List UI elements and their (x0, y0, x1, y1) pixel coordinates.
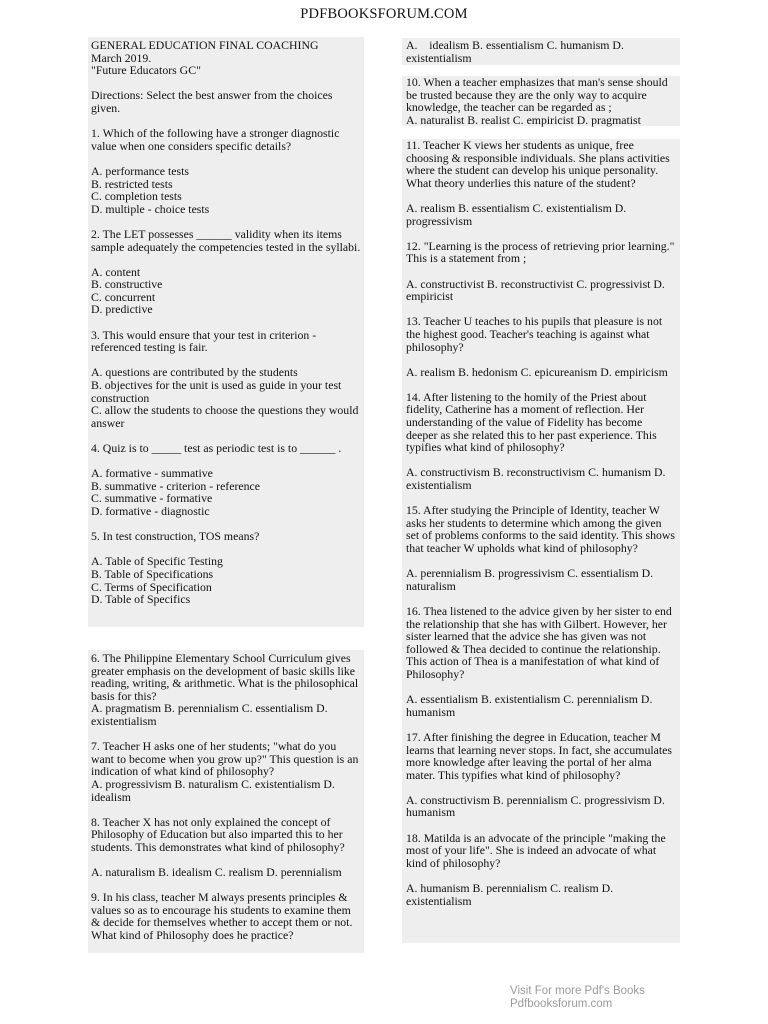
site-header: PDFBOOKSFORUM.COM (300, 6, 468, 22)
choices-13: A. realism B. hedonism C. epicureanism D. empiricism (406, 364, 668, 379)
choices-15: A. perennialism B. progressivism C. essentialism D. naturalism (406, 566, 654, 593)
question-10-block (402, 76, 680, 126)
question-10: 10. When a teacher emphasizes that man's sense should be trusted because they are the only way to acquire knowledge, the teacher can be regarded as ; A. naturalist B. realist C. empiricist D. pragmatist (406, 75, 668, 127)
choices-3: A. questions are contributed by the students B. objectives for the unit is used as guide in your test construction C. allow the students to choose the questions they would answer (91, 365, 359, 430)
question-11: 11. Teacher K views her students as unique, free choosing & responsible individuals. She plans activities where the student can develop his unique personality. What theory underlies this nature of the student? (406, 138, 670, 190)
left-column-top (88, 37, 364, 627)
left-column-bottom (88, 650, 364, 953)
doc-title: GENERAL EDUCATION FINAL COACHING March 2019. "Future Educators GC" (91, 38, 319, 78)
choices-4: A. formative - summative B. summative - criterion - reference C. summative - formative D. formative - diagnostic (91, 466, 261, 518)
choices-5: A. Table of Specific Testing B. Table of Specifications C. Terms of Specification D. Table of Specifics (91, 554, 223, 607)
choices-11: A. realism B. essentialism C. existentialism D. progressivism (406, 200, 627, 228)
choices-18: A. humanism B. perennialism C. realism D. existentialism (406, 881, 614, 908)
question-6: 6. The Philippine Elementary School Curriculum gives greater emphasis on the development of basic skills like reading, writing, & arithmetic. What is the philosophical basis for this? A. pragmatism B. perennialism C. essentialism D. existentialism (91, 651, 359, 728)
choices-1: A. performance tests B. restricted tests C. completion tests D. multiple - choice tests (91, 163, 210, 216)
footer-watermark (510, 985, 645, 1011)
choices-9 (402, 38, 680, 65)
choices-9-options: idealism B. essentialism C. humanism D. existentialism (406, 38, 624, 65)
question-3: 3. This would ensure that your test in criterion - referenced testing is fair. (91, 327, 317, 355)
question-13: 13. Teacher U teaches to his pupils that pleasure is not the highest good. Teacher's teaching is against what philosophy? (406, 314, 663, 354)
choices-2: A. content B. constructive C. concurrent D. predictive (91, 264, 163, 317)
question-18: 18. Matilda is an advocate of the principle "making the most of your life". She is indeed an advocate of what kind of philosophy? (406, 830, 666, 870)
question-7: 7. Teacher H asks one of her students; "what do you want to become when you grow up?" This question is an indication of what kind of philosophy? A. progressivism B. naturalism C. existentialism D. idealism (91, 739, 359, 804)
choices-16: A. essentialism B. existentialism C. perennialism D. humanism (406, 692, 653, 719)
footer-line-1: Visit For more Pdf's Books (510, 985, 645, 997)
choices-12: A. constructivist B. reconstructivist C. progressivist D. empiricist (406, 276, 665, 304)
question-5: 5. In test construction, TOS means? (91, 529, 260, 544)
footer-line-2: Pdfbooksforum.com (510, 998, 613, 1010)
question-14: 14. After listening to the homily of the Priest about fidelity, Catherine has a moment of reflection. Her understanding of the value of Fidelity has become deeper as she related this to her past experience. This typifies what kind of philosophy? (406, 389, 657, 455)
choices-8: A. naturalism B. idealism C. realism D. perennialism (91, 865, 342, 880)
choices-9-text (406, 39, 676, 64)
choices-9-label: A. (406, 38, 418, 52)
question-2: 2. The LET possesses ______ validity when its items sample adequately the competencies tested in the syllabi. (91, 226, 361, 254)
question-1: 1. Which of the following have a stronger diagnostic value when one considers specific details? (91, 126, 340, 153)
right-column-main (402, 139, 680, 943)
question-4: 4. Quiz is to _____ test as periodic test is to ______ . (91, 441, 342, 455)
question-15: 15. After studying the Principle of Identity, teacher W asks her students to determine which among the given set of problems conforms to the said identity. This shows that teacher W upholds what kind of philosophy? (406, 503, 676, 555)
question-12: 12. "Learning is the process of retrieving prior learning." This is a statement from ; (406, 238, 675, 266)
directions: Directions: Select the best answer from the choices given. (91, 88, 333, 115)
choices-14: A. constructivism B. reconstructivism C. humanism D. existentialism (406, 465, 666, 493)
question-16: 16. Thea listened to the advice given by her sister to end the relationship that she has with Gilbert. However, her sister learned that the advice she has given was not followed & Thea decided to continue the relationship. This action of Thea is a manifestation of what kind of Philosophy? (406, 603, 672, 681)
question-8: 8. Teacher X has not only explained the concept of Philosophy of Education but also imparted this to her students. This demonstrates what kind of philosophy? (91, 814, 345, 854)
question-9: 9. In his class, teacher M always presents principles & values so as to encourage his students to examine them & decide for themselves whether to accept them or not. What kind of Philosophy does he practice? (91, 890, 353, 943)
choices-17: A. constructivism B. perennialism C. progressivism D. humanism (406, 792, 665, 820)
question-17: 17. After finishing the degree in Education, teacher M learns that learning never stops. In fact, she accumulates more knowledge after leaving the portal of her alma mater. This typifies what kind of philosophy? (406, 729, 672, 782)
